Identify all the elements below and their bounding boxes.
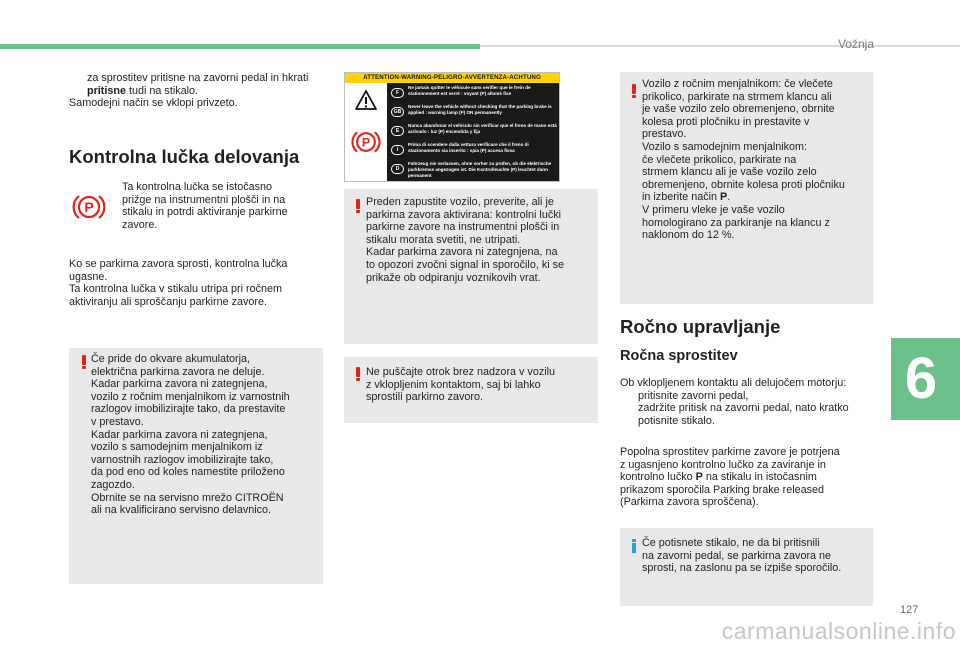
label-row: D Fahrzeug nie verlassen, ohne vorher zu prüfen, ob die elektrische parkbremse angezogen ist. Die Kontrolleuchte (P) leuchtet dann permanent (391, 161, 557, 179)
release-confirmation: Popolna sprostitev parkirne zavore je potrjena z ugasnjeno kontrolno lučko za zaviranje in kontrolno lučko P na stikalu in istočasnim prikazom sporočila Parking brake released (Parkirna zavora sproščena). (620, 446, 840, 509)
header-divider (480, 45, 960, 47)
header-accent-bar (0, 44, 480, 49)
chapter-tab (891, 338, 960, 420)
label-row: I Prima di scendere dalla vettura verificare che il freno di stazionamento sia inserito : spia (P) accesa fissa (391, 142, 557, 160)
intro-text (69, 72, 319, 110)
warning-box-battery (69, 348, 323, 584)
lamp-description: Ta kontrolna lučka se istočasno prižge na instrumentni plošči in na stikalu in potrdi aktiviranje parkirne zavore. (122, 181, 288, 231)
chapter-number: 6 (904, 346, 938, 411)
heading-manual-operation: Ročno upravljanje (620, 316, 781, 337)
bullet-item (69, 72, 319, 97)
warning-text: Vozilo z ročnim menjalnikom: če vlečete prikolico, parkirate na strmem klancu ali je vaše vozilo zelo obremenjeno, obrnite kolesa proti pločniku in prestavite v prestavo. Vozilo s samodejnim menjalnikom: če vlečete prikolico, parkirate na strmem klancu ali je vaše vozilo zelo obremenjeno, obrnite kolesa proti pločniku in izberite način P. V primeru vleke je vaše vozilo homologirano za parkiranje na klancu z naklonom do 12 %. (642, 78, 845, 242)
warning-box-leaving-vehicle (344, 189, 598, 344)
warning-text: Ne puščajte otrok brez nadzora v vozilu z vklopljenim kontaktom, saj bi lahko sprostili parkirno zavoro. (366, 366, 556, 404)
warning-triangle-icon (354, 89, 378, 111)
label-header: ATTENTION-WARNING-PELIGRO-AVVERTENZA-ACHTUNG (345, 73, 559, 83)
warning-icon (82, 355, 86, 368)
subheading-manual-release: Ročna sprostitev (620, 348, 738, 364)
label-row: F Ne jamais quitter le véhicule sans vérifier que le frein de stationnement est serré : voyant (P) allumé fixe (391, 85, 557, 103)
watermark: carmanualsonline.info (721, 618, 956, 644)
section-label: Vožnja (837, 37, 874, 51)
label-row: GB Never leave the vehicle without checking that the parking brake is applied : warning lamp (P) ON permanently (391, 104, 557, 122)
warning-icon (632, 84, 636, 97)
label-icon-panel (345, 83, 387, 181)
parking-brake-lamp-icon (72, 190, 106, 224)
warning-box-slope (620, 72, 873, 304)
intro-line: Samodejni način se vklopi privzeto. (69, 97, 238, 110)
warning-label-image (344, 72, 560, 182)
warning-icon (356, 367, 360, 380)
svg-text:P: P (361, 135, 371, 150)
svg-text:P: P (84, 199, 94, 215)
bullet-text: za sprostitev pritisne na zavorni pedal in hkrati pritisne tudi na stikalo. (87, 72, 309, 97)
bullet-item: zadržite pritisk na zavorni pedal, nato kratko (638, 402, 849, 415)
info-icon (632, 539, 636, 553)
page-number: 127 (900, 604, 919, 616)
label-row: E Nunca abandonar el vehículo sin verificar que el freno de mano está activado : luz (P) encendida y fija (391, 123, 557, 141)
warning-text: Preden zapustite vozilo, preverite, ali je parkirna zavora aktivirana: kontrolni lučki parkirne zavore na instrumentni plošči in stikalu morata svetiti, ne utripati. Kadar parkirna zavora ni zategnjena, na to opozori zvočni signal in sporočilo, ki se prikaže ob odpiranju voznikovih vrat. (366, 196, 565, 284)
parking-brake-icon (351, 127, 381, 157)
info-text: Če potisnete stikalo, ne da bi pritisnili na zavorni pedal, se parkirna zavora ne sprosti, na zaslonu pa se izpiše sporočilo. (642, 537, 842, 575)
bullet-continuation: potisnite stikalo. (638, 414, 715, 427)
release-steps: Ob vklopljenem kontaktu ali delujočem motorju: pritisnite zavorni pedal, zadržite pritisk na zavorni pedal, nato kratko potisnite stikalo. (620, 377, 880, 427)
lamp-paragraph: Ko se parkirna zavora sprosti, kontrolna lučka ugasne. Ta kontrolna lučka v stikalu utripa pri ročnem aktiviranju ali sproščanju parkirne zavore. (69, 258, 288, 308)
warning-box-children (344, 357, 598, 423)
heading-indicator-lamp: Kontrolna lučka delovanja (69, 146, 300, 167)
bullet-symbol (69, 72, 87, 97)
warning-icon (356, 199, 360, 212)
label-text-panel (387, 83, 559, 181)
warning-text: Če pride do okvare akumulatorja, električna parkirna zavora ne deluje. Kadar parkirna zavora ni zategnjena, vozilo z ročnim menjalnikom iz varnostnih razlogov imobilizirajte tako, da prestavite v prestavo. Kadar parkirna zavora ni zategnjena, vozilo s samodejnim menjalnikom iz varnostnih razlogov imobilizirajte tako, da pod eno od koles namestite priloženo zagozdo. Obrnite se na servisno mrežo CITROËN ali na kvalificirano servisno delavnico. (91, 353, 290, 517)
bullet-item: pritisnite zavorni pedal, (638, 389, 749, 402)
info-box-release (620, 528, 873, 606)
